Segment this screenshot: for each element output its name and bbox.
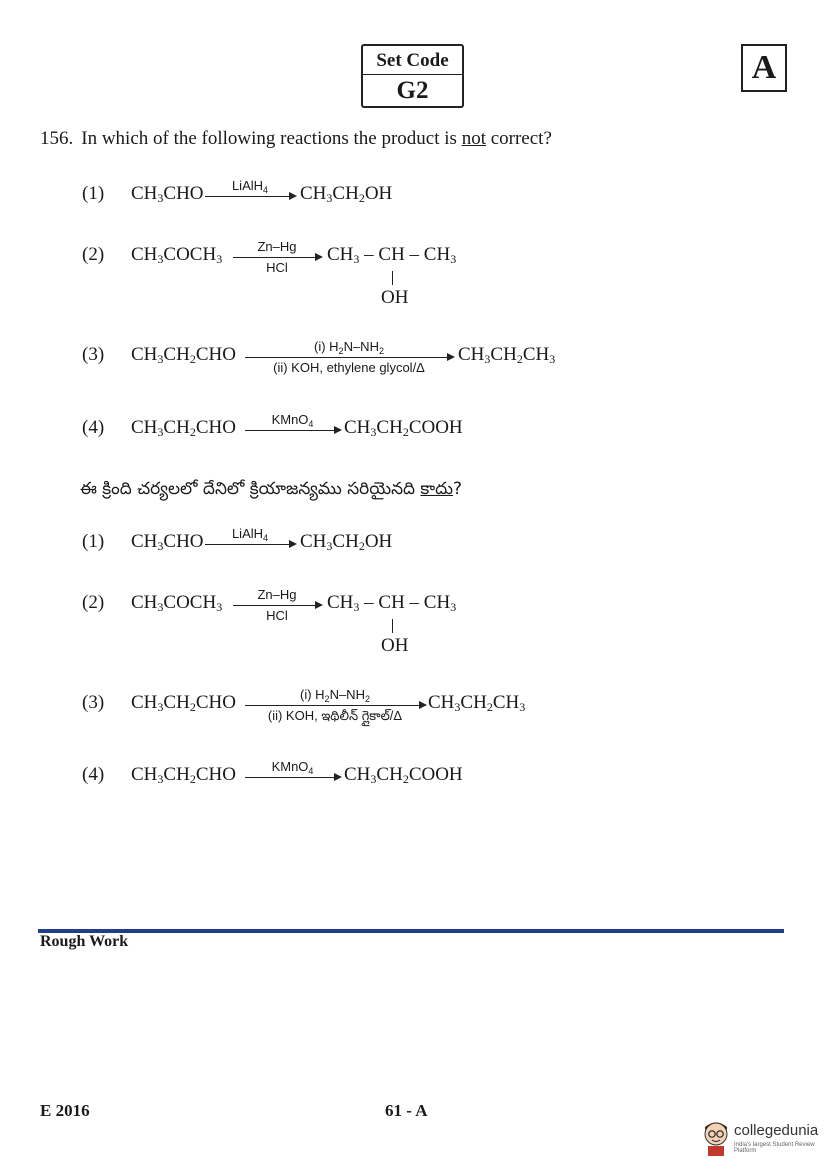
- reactant-formula: $CH_3COCH_3$: [131, 592, 223, 614]
- reactant-formula: $CH_3CH_2CHO$: [131, 344, 236, 366]
- reactant-formula: $CH_3CH_2CHO$: [131, 417, 236, 439]
- divider-rule: [38, 929, 784, 933]
- option-number: (3): [82, 692, 105, 713]
- question-underlined: not: [461, 128, 486, 149]
- option-number: (4): [82, 417, 105, 438]
- reagent-above: Zn–Hg: [257, 239, 297, 254]
- question-number: 156.: [40, 128, 74, 149]
- footer-exam: E 2016: [40, 1101, 90, 1120]
- reagent-below: HCl: [266, 260, 288, 275]
- product-formula: $CH_3CH_2OH$: [300, 531, 393, 553]
- reagent-above: LiAlH$_4$: [231, 526, 269, 543]
- reactant-formula: $CH_3CHO$: [131, 531, 204, 553]
- reaction-arrow: [245, 357, 453, 358]
- reagent-below: (ii) KOH, ethylene glycol/Δ: [273, 360, 425, 375]
- product-substituent: OH: [381, 287, 409, 308]
- question-text: [40, 128, 552, 150]
- option-number: (1): [82, 531, 105, 552]
- reagent-above: LiAlH$_4$: [231, 178, 269, 195]
- set-code-label: Set Code: [363, 48, 462, 75]
- option-number: (2): [82, 244, 105, 265]
- reactant-formula: $CH_3CH_2CHO$: [131, 764, 236, 786]
- product-formula: $CH_3CH_2CH_3$: [428, 692, 526, 714]
- product-formula: $CH_3$ – CH – $CH_3$: [327, 244, 457, 266]
- reagent-below: (ii) KOH, ఇథిలీన్ గ్లైకాల్/Δ: [267, 708, 403, 723]
- set-code-value: G2: [396, 77, 429, 104]
- reactant-formula: $CH_3CHO$: [131, 183, 204, 205]
- product-formula: $CH_3$ – CH – $CH_3$: [327, 592, 457, 614]
- product-formula: $CH_3CH_2COOH$: [344, 764, 463, 786]
- reaction-arrow: [205, 544, 295, 545]
- option-number: (4): [82, 764, 105, 785]
- set-code-box: [361, 44, 464, 108]
- set-letter-box: A: [741, 44, 787, 92]
- question-text-after: correct?: [485, 128, 552, 149]
- reagent-above: KMnO$_4$: [271, 412, 314, 429]
- product-formula: $CH_3CH_2COOH$: [344, 417, 463, 439]
- product-formula: $CH_3CH_2CH_3$: [458, 344, 556, 366]
- reaction-arrow: [245, 430, 340, 431]
- option-number: (1): [82, 183, 105, 204]
- reagent-above: (i) $H_2N-NH_2$: [300, 687, 370, 704]
- reagent-above: (i) $H_2N-NH_2$: [314, 339, 384, 356]
- bond-line: [392, 619, 393, 633]
- reaction-arrow: [233, 257, 321, 258]
- telugu-question-after: ?: [453, 479, 463, 499]
- reagent-below: HCl: [266, 608, 288, 623]
- reaction-arrow: [245, 777, 340, 778]
- option-number: (3): [82, 344, 105, 365]
- reaction-arrow: [233, 605, 321, 606]
- telugu-question-before: ఈ క్రింది చర్యలలో దేనిలో క్రియాజన్యము సరియైనది: [80, 479, 421, 499]
- reactant-formula: $CH_3CH_2CHO$: [131, 692, 236, 714]
- mascot-icon: [700, 1118, 732, 1158]
- product-substituent: OH: [381, 635, 409, 656]
- reaction-arrow: [245, 705, 425, 706]
- option-number: (2): [82, 592, 105, 613]
- product-formula: $CH_3CH_2OH$: [300, 183, 393, 205]
- brand-tagline: India's largest Student Review Platform: [734, 1142, 815, 1154]
- rough-work-label: Rough Work: [40, 933, 129, 950]
- collegedunia-logo: [700, 1116, 820, 1161]
- brand-name: collegedunia: [734, 1122, 819, 1139]
- telugu-question-text: [80, 479, 462, 503]
- reactant-formula: $CH_3COCH_3$: [131, 244, 223, 266]
- bond-line: [392, 271, 393, 285]
- telugu-question-underlined: కాదు: [420, 479, 454, 499]
- reagent-above: Zn–Hg: [257, 587, 297, 602]
- reaction-arrow: [205, 196, 295, 197]
- reagent-above: KMnO$_4$: [271, 759, 314, 776]
- footer-page: 61 - A: [385, 1101, 428, 1120]
- question-text-before: In which of the following reactions the product is: [81, 128, 462, 149]
